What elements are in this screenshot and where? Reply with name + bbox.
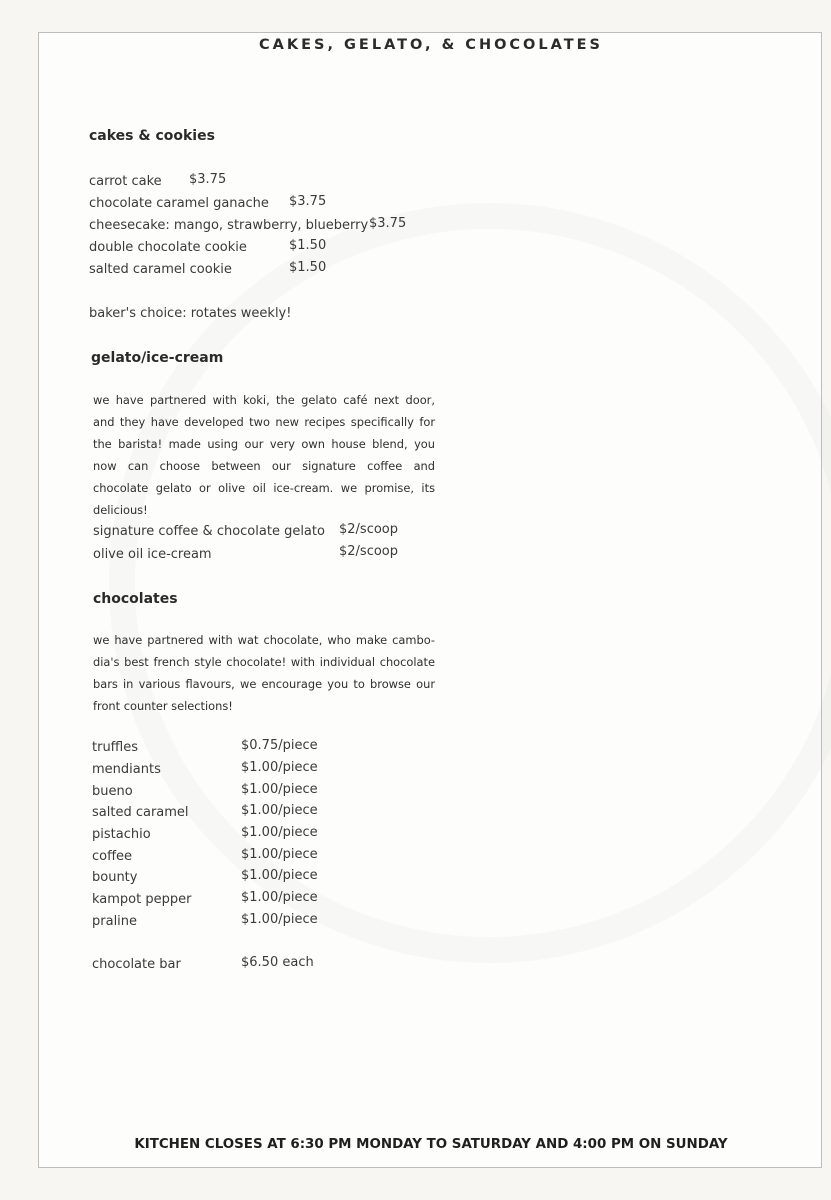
- gelato-description: we have partnered with koki, the gelato café next door, and they have developed two new recipes specifically for the barista! made using our very own house blend, you now can choose between our signature coffee and chocolate gelato or olive oil ice-cream. we promise, its delicious!: [93, 393, 435, 517]
- section-heading-cakes: cakes & cookies: [89, 128, 215, 144]
- menu-item-name: bueno: [92, 784, 133, 799]
- menu-item-price: $1.50: [289, 260, 327, 275]
- menu-item-name: double chocolate cookie: [89, 240, 247, 255]
- menu-item-price: $1.00/piece: [241, 825, 318, 840]
- menu-item-name: kampot pepper: [92, 892, 192, 907]
- menu-item-name: coffee: [92, 849, 133, 864]
- section-heading-gelato: gelato/ice-cream: [91, 350, 224, 366]
- menu-item-name: chocolate bar: [92, 957, 181, 972]
- menu-item-price: $0.75/piece: [241, 738, 318, 753]
- menu-item-name: truffles: [92, 740, 139, 755]
- menu-page: [38, 32, 822, 1168]
- menu-item-name: signature coffee & chocolate gelato: [93, 524, 325, 539]
- menu-item-price: $2/scoop: [339, 544, 399, 559]
- menu-item-name: bounty: [92, 870, 138, 885]
- menu-item-price: $1.00/piece: [241, 890, 318, 905]
- menu-item-name: carrot cake: [89, 174, 162, 189]
- section-heading-chocolates: chocolates: [93, 591, 178, 607]
- menu-item-price: $3.75: [369, 216, 407, 231]
- menu-item-name: pistachio: [92, 827, 151, 842]
- menu-item-price: $3.75: [289, 194, 327, 209]
- bakers-choice-note: baker's choice: rotates weekly!: [89, 306, 292, 321]
- menu-item-price: $1.50: [289, 238, 327, 253]
- chocolates-description: we have partnered with wat chocolate, who make cambo-dia's best french style chocolate! with individual chocolate bars in various flavours, we encourage you to browse our front counter selections!: [93, 633, 435, 713]
- menu-item-name: salted caramel cookie: [89, 262, 232, 277]
- menu-item-name: olive oil ice-cream: [93, 547, 212, 562]
- kitchen-hours-footer: KITCHEN CLOSES AT 6:30 PM MONDAY TO SATURDAY AND 4:00 PM ON SUNDAY: [134, 1137, 728, 1152]
- menu-item-name: praline: [92, 914, 138, 929]
- menu-item-name: salted caramel: [92, 805, 189, 820]
- menu-item-price: $3.75: [189, 172, 227, 187]
- menu-item-price: $1.00/piece: [241, 847, 318, 862]
- menu-item-name: cheesecake: mango, strawberry, blueberry: [89, 218, 369, 233]
- menu-item-price: $1.00/piece: [241, 912, 318, 927]
- menu-item-price: $1.00/piece: [241, 868, 318, 883]
- menu-item-price: $1.00/piece: [241, 803, 318, 818]
- menu-item-name: mendiants: [92, 762, 161, 777]
- menu-item-price: $1.00/piece: [241, 782, 318, 797]
- menu-item-price: $1.00/piece: [241, 760, 318, 775]
- page-title: CAKES, GELATO, & CHOCOLATES: [259, 37, 603, 53]
- menu-item-price: $2/scoop: [339, 522, 399, 537]
- menu-item-name: chocolate caramel ganache: [89, 196, 269, 211]
- menu-item-price: $6.50 each: [241, 955, 314, 970]
